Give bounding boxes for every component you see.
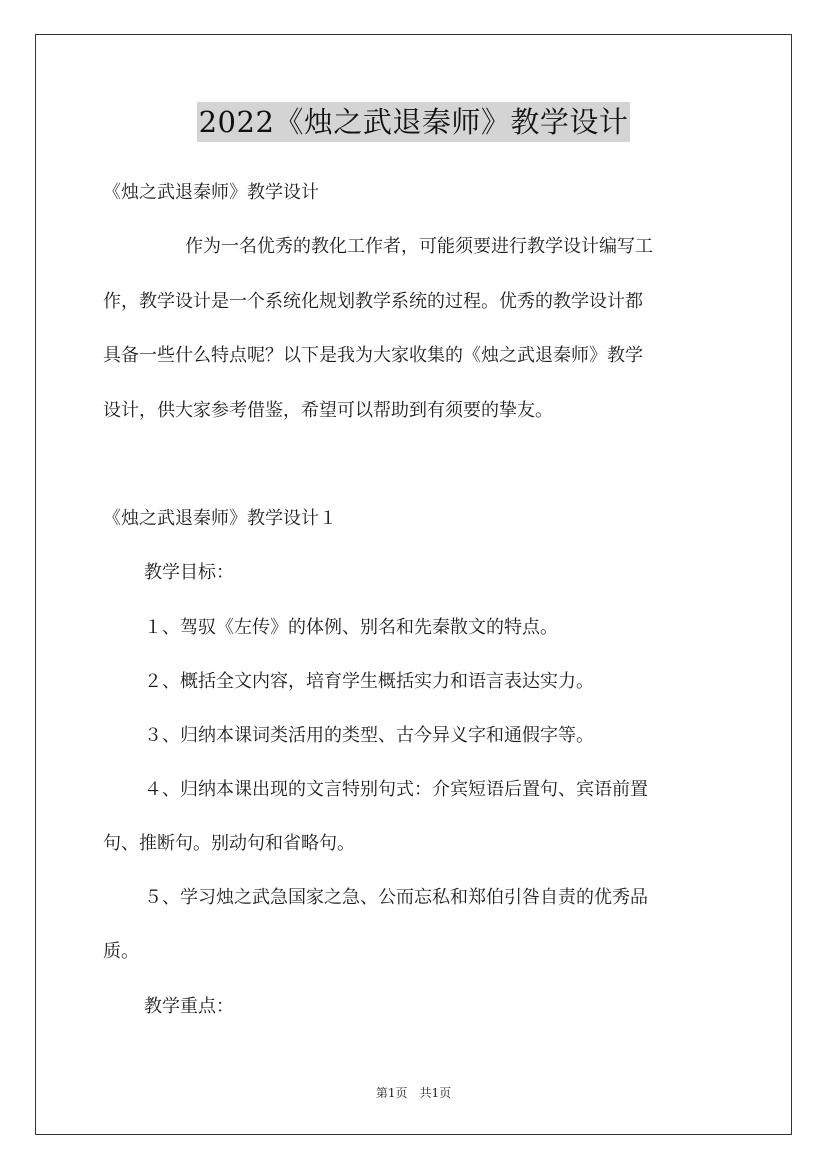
intro-line: 作，教学设计是一个系统化规划教学系统的过程。优秀的教学设计都 <box>103 291 643 312</box>
subtitle: 《烛之武退秦师》教学设计 <box>103 182 319 203</box>
objective-item: １、驾驭《左传》的体例、别名和先秦散文的特点。 <box>144 617 558 638</box>
intro-line: 设计，供大家参考借鉴，希望可以帮助到有须要的挚友。 <box>103 400 553 421</box>
objective-item-continued: 质。 <box>103 941 139 962</box>
page-footer <box>0 1084 827 1101</box>
objective-item: ４、归纳本课出现的文言特别句式：介宾短语后置句、宾语前置 <box>144 779 648 800</box>
document-title: 2022《烛之武退秦师》教学设计 <box>197 102 631 142</box>
objective-item-continued: 句、推断句。别动句和省略句。 <box>103 833 355 854</box>
page-number: 第1页 共1页 <box>375 1086 452 1100</box>
title-block <box>0 102 827 142</box>
objective-item: ２、概括全文内容，培育学生概括实力和语言表达实力。 <box>144 671 594 692</box>
intro-line: 具备一些什么特点呢？以下是我为大家收集的《烛之武退秦师》教学 <box>103 345 643 366</box>
intro-line: 作为一名优秀的教化工作者，可能须要进行教学设计编写工 <box>185 236 653 257</box>
key-points-label: 教学重点： <box>144 996 234 1017</box>
objectives-label: 教学目标： <box>144 562 234 583</box>
objective-item: ５、学习烛之武急国家之急、公而忘私和郑伯引咎自责的优秀品 <box>144 887 648 908</box>
section-heading: 《烛之武退秦师》教学设计１ <box>103 508 337 529</box>
objective-item: ３、归纳本课词类活用的类型、古今异义字和通假字等。 <box>144 725 594 746</box>
